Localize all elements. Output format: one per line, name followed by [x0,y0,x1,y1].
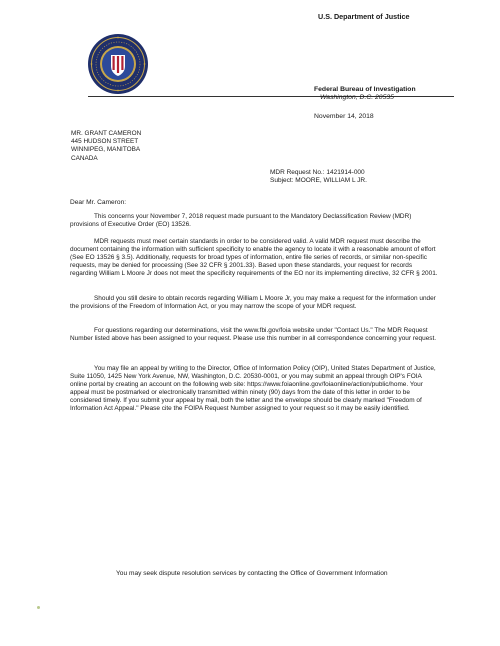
department-name: U.S. Department of Justice [318,12,410,21]
address-line: CANADA [71,154,98,162]
fbi-seal-icon [87,33,149,95]
reference-block [270,169,367,185]
address-line: WINNIPEG, MANITOBA [71,146,141,154]
paragraph: This concerns your November 7, 2018 request made pursuant to the Mandatory Declassification Review (MDR) provisions of Executive Order (EO) 13526. [70,213,412,229]
letterhead-divider [88,96,454,97]
paragraph: For questions regarding our determinations, visit the www.fbi.gov/foia website under "Contact Us." The MDR Request Number listed above has been assigned to your request. Please use this number in all correspondence concerning your request. [70,327,437,343]
address-line: MR. GRANT CAMERON [71,130,142,137]
paragraph: MDR requests must meet certain standards in order to be considered valid. A valid MDR request must describe the document containing the information with sufficient specificity to enable the agency to locate it with a reasonable amount of effort (See EO 13526 § 3.5). Additionally, requests for broad types of information, entire file series of records, or similar non-specific requests, may be denied for processing (See 32 CFR § 2001.33). Based upon these standards, your request for records regarding William L Moore Jr does not meet the specificity requirements of the EO nor its implementing directive, 32 CFR § 2001. [70,238,438,278]
letter-date: November 14, 2018 [314,113,374,120]
footer-note: You may seek dispute resolution services by contacting the Office of Government Information [116,570,388,577]
scan-speck [37,606,40,609]
salutation: Dear Mr. Cameron: [70,199,127,206]
recipient-address [71,130,141,163]
address-line: 445 HUDSON STREET [71,138,139,146]
bureau-location: Washington, D.C. 20535 [320,94,394,101]
paragraph: You may file an appeal by writing to the Director, Office of Information Policy (OIP), United States Department of Justice, Suite 11050, 1425 New York Avenue, NW, Washington, D.C. 20530-0001, or you may submit an appeal through OIP's FOIA online portal by creating an account on the following web site: https://www.foiaonline.gov/foiaonline/action/public/home. Your appeal must be postmarked or electronically transmitted within ninety (90) days from the date of this letter in order to be considered timely. If you submit your appeal by mail, both the letter and the envelope should be clearly marked "Freedom of Information Act Appeal." Please cite the FOIPA Request Number assigned to your request so it may be easily identified. [70,365,436,413]
bureau-name: Federal Bureau of Investigation [314,86,416,93]
mdr-request-number: MDR Request No.: 1421914-000 [270,169,365,176]
paragraph: Should you still desire to obtain records regarding William L Moore Jr, you may make a request for the information under the provisions of the Freedom of Information Act, or you may narrow the scope of your MDR request. [70,295,436,311]
subject-line: Subject: MOORE, WILLIAM L JR. [270,177,367,185]
